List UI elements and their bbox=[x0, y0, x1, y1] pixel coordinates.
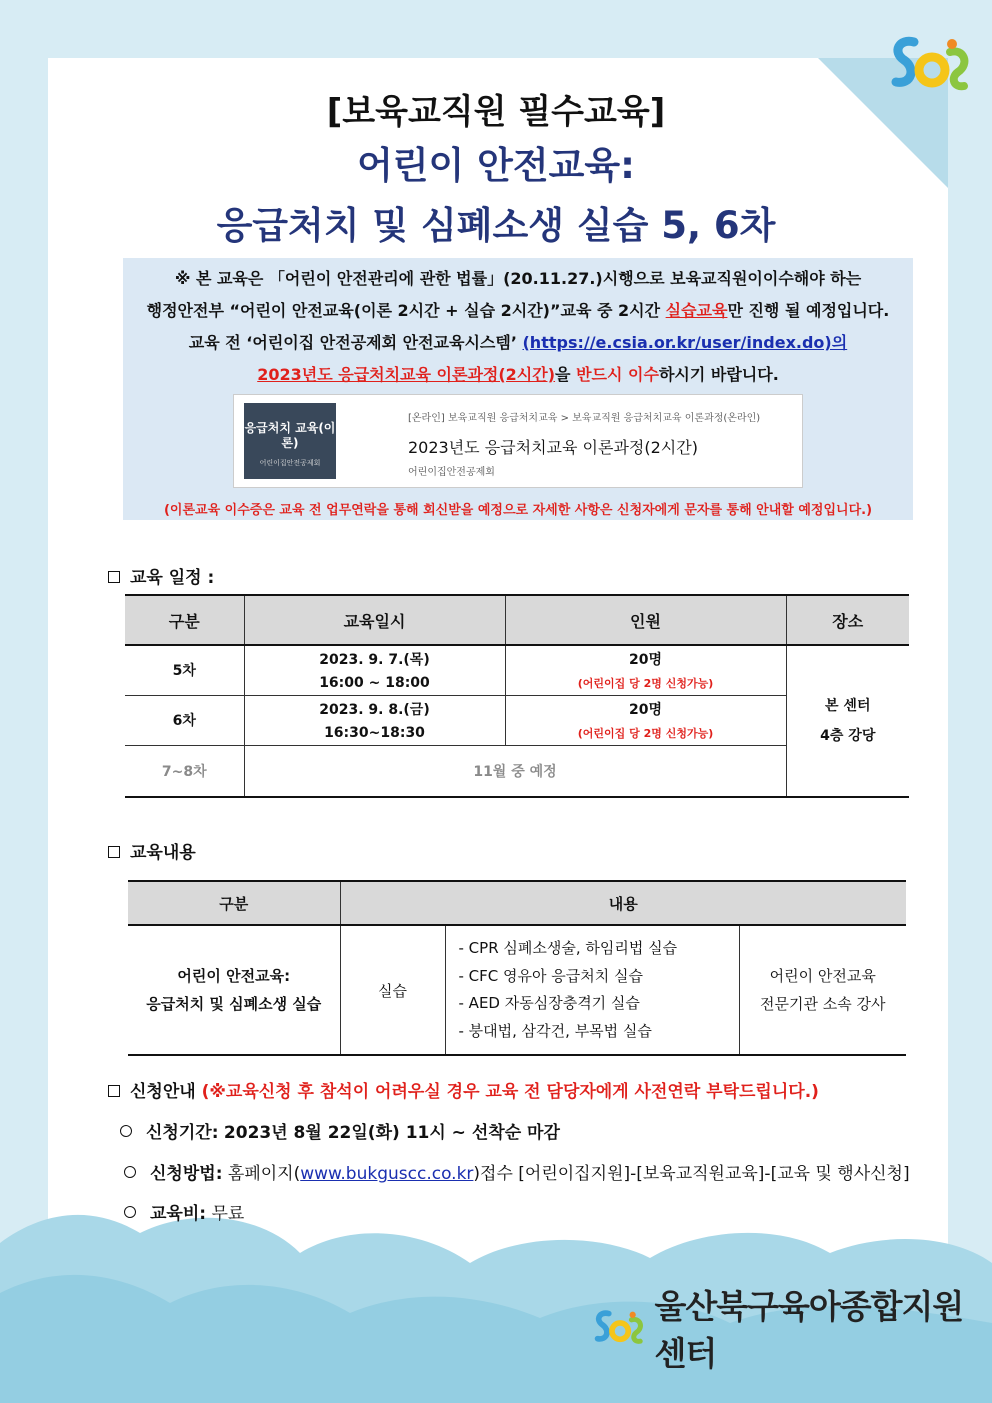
apply-heading-text: 신청안내 bbox=[130, 1082, 196, 1102]
checkbox-square-icon bbox=[108, 571, 120, 583]
col-content: 내용 bbox=[340, 881, 906, 925]
notice-line-2-end: 만 진행 될 예정입니다. bbox=[727, 301, 890, 320]
people-note: (어린이집 당 2명 신청가능) bbox=[577, 727, 714, 740]
course-breadcrumb: [온라인] 보육교직원 응급처치교육 > 보육교직원 응급처치교육 이론과정(온라인) bbox=[408, 413, 761, 424]
title-line-3: 응급처치 및 심폐소생 실습 5, 6차 bbox=[216, 204, 776, 247]
course-thumbnail bbox=[244, 403, 336, 479]
type-cell: 실습 bbox=[340, 925, 445, 1055]
col-people: 인원 bbox=[505, 595, 786, 645]
schedule-heading-text: 교육 일정 : bbox=[130, 568, 215, 588]
list-item: - AED 자동심장충격기 실습 bbox=[458, 994, 640, 1012]
notice-line-2 bbox=[123, 298, 913, 321]
fee-label: 교육비: bbox=[150, 1204, 207, 1224]
circle-bullet-icon bbox=[124, 1166, 136, 1178]
people-count: 20명 bbox=[628, 702, 662, 718]
time-text: 16:00 ~ 18:00 bbox=[319, 675, 430, 692]
circle-bullet-icon bbox=[120, 1125, 132, 1137]
round-cell: 7~8차 bbox=[125, 745, 244, 797]
schedule-table bbox=[125, 594, 909, 798]
title-line-2: 어린이 안전교육: bbox=[357, 144, 635, 187]
content-table bbox=[128, 880, 906, 1056]
plan-cell: 11월 중 예정 bbox=[244, 745, 786, 797]
notice-line-2-text: 행정안전부 “어린이 안전교육(이론 2시간 + 실습 2시간)”교육 중 2시간 bbox=[146, 301, 666, 320]
datetime-cell bbox=[244, 695, 505, 745]
notice-line-3 bbox=[123, 330, 913, 353]
course-banner bbox=[233, 394, 803, 488]
apply-fee bbox=[124, 1199, 244, 1224]
people-note: (어린이집 당 2명 신청가능) bbox=[577, 677, 714, 691]
notice-line-4-end: 하시기 바랍니다. bbox=[658, 365, 779, 384]
content-heading-text: 교육내용 bbox=[130, 843, 196, 863]
notice-box bbox=[123, 258, 913, 520]
title-line-1: [보육교직원 필수교육] bbox=[326, 92, 666, 132]
col-round: 구분 bbox=[125, 595, 244, 645]
round-cell: 5차 bbox=[125, 645, 244, 695]
course-title: 2023년도 응급처치교육 이론과정(2시간) bbox=[408, 438, 698, 457]
checkbox-square-icon bbox=[108, 846, 120, 858]
notice-line-3-text: 교육 전 ‘어린이집 안전공제회 안전교육시스템’ bbox=[188, 333, 523, 352]
place-line-2: 4층 강당 bbox=[820, 728, 876, 744]
col-category: 구분 bbox=[128, 881, 340, 925]
people-count: 20명 bbox=[628, 652, 662, 669]
course-org: 어린이집안전공제회 bbox=[408, 467, 495, 478]
apply-heading-note: (※교육신청 후 참석이 어려우실 경우 교육 전 담당자에게 사전연락 부탁드립니다.) bbox=[201, 1082, 819, 1102]
csia-link[interactable]: (https://e.csia.or.kr/user/index.do)의 bbox=[522, 333, 848, 352]
instructor-line-1: 어린이 안전교육 bbox=[769, 967, 876, 985]
practice-highlight: 실습교육 bbox=[665, 301, 728, 320]
instructor-cell bbox=[739, 925, 906, 1055]
apply-method bbox=[124, 1159, 910, 1184]
apply-heading bbox=[108, 1077, 819, 1102]
people-cell bbox=[505, 695, 786, 745]
instructor-line-2: 전문기관 소속 강사 bbox=[760, 995, 886, 1013]
method-text: 홈페이지( bbox=[227, 1164, 301, 1184]
period-value: 2023년 8월 22일(화) 11시 ~ 선착순 마감 bbox=[223, 1123, 560, 1143]
notice-line-1: ※ 본 교육은 「어린이 안전관리에 관한 법률」(20.11.27.)시행으로 보육교직원이이수해야 하는 bbox=[174, 269, 862, 288]
col-place: 장소 bbox=[786, 595, 909, 645]
notice-line-4 bbox=[123, 362, 913, 385]
date-text: 2023. 9. 7.(목) bbox=[319, 652, 430, 669]
notice-footer: (이론교육 이수증은 교육 전 업무연락을 통해 회신받을 예정으로 자세한 사항은 신청자에게 문자를 통해 안내할 예정입니다.) bbox=[163, 503, 873, 518]
list-item: - CFC 영유아 응급처치 실습 bbox=[458, 966, 643, 985]
content-heading bbox=[108, 838, 196, 863]
table-row bbox=[125, 645, 909, 695]
time-text: 16:30~18:30 bbox=[324, 725, 425, 741]
place-cell bbox=[786, 645, 909, 797]
schedule-heading bbox=[108, 563, 214, 588]
fee-value: 무료 bbox=[211, 1204, 245, 1224]
checkbox-square-icon bbox=[108, 1085, 120, 1097]
period-label: 신청기간: bbox=[146, 1123, 219, 1143]
footer-brand bbox=[590, 1281, 992, 1375]
people-cell bbox=[505, 645, 786, 695]
category-line-2: 응급처치 및 심폐소생 실습 bbox=[146, 995, 322, 1013]
place-line-1: 본 센터 bbox=[825, 698, 871, 714]
method-label: 신청방법: bbox=[150, 1164, 223, 1184]
must-complete-highlight: 반드시 이수 bbox=[576, 365, 659, 384]
category-line-1: 어린이 안전교육: bbox=[177, 967, 291, 985]
items-cell bbox=[445, 925, 739, 1055]
circle-bullet-icon bbox=[124, 1206, 136, 1218]
apply-period bbox=[120, 1118, 560, 1143]
datetime-cell bbox=[244, 645, 505, 695]
center-logo-icon bbox=[590, 1303, 646, 1353]
category-cell bbox=[128, 925, 340, 1055]
col-datetime: 교육일시 bbox=[244, 595, 505, 645]
notice-line-4-text: 을 bbox=[555, 365, 577, 384]
homepage-link[interactable]: www.bukguscc.co.kr bbox=[300, 1164, 474, 1184]
list-item: - 붕대법, 삼각건, 부목법 실습 bbox=[458, 1021, 652, 1040]
table-row bbox=[128, 925, 906, 1055]
list-item: - CPR 심폐소생술, 하임리법 실습 bbox=[458, 939, 678, 957]
thumbnail-title: 응급처치 교육(이론) bbox=[244, 421, 336, 450]
org-name: 울산북구육아종합지원센터 bbox=[654, 1287, 964, 1373]
round-cell: 6차 bbox=[125, 695, 244, 745]
method-path: )접수 [어린이집지원]-[보육교직원교육]-[교육 및 행사신청] bbox=[473, 1164, 910, 1184]
date-text: 2023. 9. 8.(금) bbox=[319, 702, 430, 718]
theory-course-highlight: 2023년도 응급처치교육 이론과정(2시간) bbox=[257, 365, 556, 384]
thumbnail-subtitle: 어린이집안전공제회 bbox=[259, 459, 321, 467]
